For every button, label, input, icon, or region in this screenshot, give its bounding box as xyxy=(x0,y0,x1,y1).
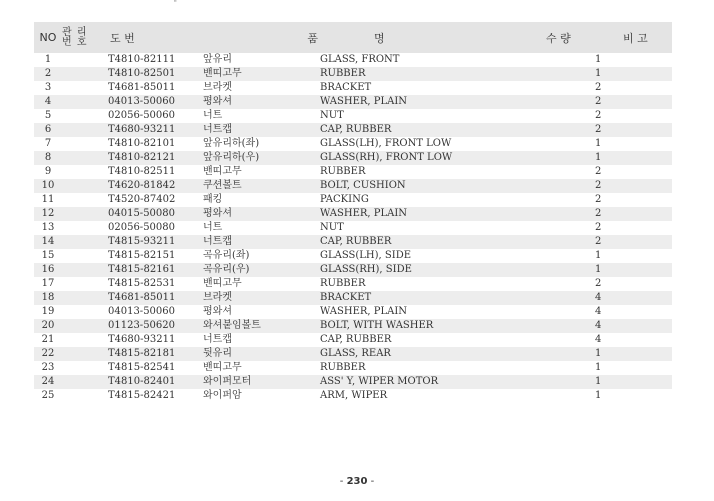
cell-remarks xyxy=(615,95,672,109)
cell-part-no: T4810-82101 xyxy=(108,138,176,149)
cell-name-ko: 곡유리(좌) xyxy=(203,250,250,261)
cell-kanri-no xyxy=(62,375,106,389)
cell-remarks xyxy=(615,137,672,151)
cell-kanri-no xyxy=(62,319,106,333)
cell-kanri-no xyxy=(62,109,106,123)
table-row xyxy=(34,291,672,305)
cell-name-en: BOLT, WITH WASHER xyxy=(318,319,546,333)
cell-qty: 2 xyxy=(595,166,602,177)
table-row xyxy=(34,389,672,403)
cell-name-en: PACKING xyxy=(320,194,369,205)
cell-part-no: T4810-82121 xyxy=(106,151,203,165)
cell-name-en: CAP, RUBBER xyxy=(318,235,546,249)
table-row xyxy=(34,109,672,123)
cell-remarks xyxy=(615,109,672,123)
cell-no: 22 xyxy=(34,347,62,361)
cell-part-no: 01123-50620 xyxy=(106,319,203,333)
cell-qty: 1 xyxy=(595,362,602,373)
cell-name-ko: 쿠션볼트 xyxy=(203,179,318,193)
cell-part-no: T4815-82541 xyxy=(108,362,176,373)
cell-name-en: WASHER, PLAIN xyxy=(318,95,546,109)
cell-kanri-no xyxy=(62,67,106,81)
header-name-ko: 품 xyxy=(203,22,318,53)
cell-remarks xyxy=(615,179,672,193)
page-number-prefix: - xyxy=(339,476,347,487)
cell-name-en: NUT xyxy=(320,110,344,121)
cell-remarks xyxy=(615,81,672,95)
cell-name-en: ARM, WIPER xyxy=(320,390,388,401)
cell-no: 24 xyxy=(34,375,62,389)
cell-name-ko: 평와셔 xyxy=(203,95,318,109)
cell-name-en: RUBBER xyxy=(320,166,366,177)
cell-kanri-no xyxy=(62,291,106,305)
cell-qty: 2 xyxy=(595,82,602,93)
cell-remarks xyxy=(615,291,672,305)
cell-kanri-no xyxy=(62,137,106,151)
cell-name-en: ASS' Y, WIPER MOTOR xyxy=(318,375,546,389)
cell-remarks xyxy=(615,347,672,361)
header-kanri-bottom: 번 호 xyxy=(62,36,88,48)
cell-name-en: BRACKET xyxy=(320,82,372,93)
cell-qty: 1 xyxy=(546,263,615,277)
cell-name-en: RUBBER xyxy=(320,278,366,289)
table-row xyxy=(34,221,672,235)
cell-name-ko: 너트캡 xyxy=(203,123,318,137)
cell-qty: 1 xyxy=(546,375,615,389)
cell-name-en: GLASS(RH), SIDE xyxy=(318,263,546,277)
cell-name-ko: 앞유리하(좌) xyxy=(203,138,260,149)
table-row xyxy=(34,67,672,81)
cell-name-ko: 너트 xyxy=(203,222,223,233)
table-row xyxy=(34,235,672,249)
cell-qty: 2 xyxy=(595,222,602,233)
cell-name-en: NUT xyxy=(320,222,344,233)
table-header-row xyxy=(34,22,672,53)
cell-kanri-no xyxy=(62,53,106,67)
table-row xyxy=(34,333,672,347)
cell-no: 9 xyxy=(44,166,52,177)
cell-kanri-no xyxy=(62,249,106,263)
cell-name-en: RUBBER xyxy=(320,362,366,373)
cell-kanri-no xyxy=(62,95,106,109)
cell-qty: 2 xyxy=(546,207,615,221)
cell-part-no: T4815-82531 xyxy=(108,278,176,289)
cell-no: 3 xyxy=(44,82,52,93)
page-number-suffix: - xyxy=(367,476,375,487)
cell-qty: 2 xyxy=(595,110,602,121)
cell-qty: 1 xyxy=(595,138,602,149)
cell-remarks xyxy=(615,333,672,347)
table-row xyxy=(34,305,672,319)
cell-part-no: 04015-50080 xyxy=(106,207,203,221)
header-no: NO xyxy=(34,22,62,53)
cell-qty: 1 xyxy=(595,250,602,261)
cell-kanri-no xyxy=(62,165,106,179)
cell-part-no: T4815-82161 xyxy=(106,263,203,277)
cell-kanri-no xyxy=(62,389,106,403)
page-top-mark: " xyxy=(174,0,177,7)
cell-no: 13 xyxy=(41,222,55,233)
cell-kanri-no xyxy=(62,179,106,193)
cell-name-en: WASHER, PLAIN xyxy=(320,306,408,317)
table-row xyxy=(34,263,672,277)
cell-part-no: T4815-82151 xyxy=(108,250,176,261)
cell-remarks xyxy=(615,249,672,263)
cell-part-no: T4815-82181 xyxy=(106,347,203,361)
cell-name-en: GLASS(LH), SIDE xyxy=(320,250,412,261)
table-row xyxy=(34,193,672,207)
cell-name-ko: 브라켓 xyxy=(203,82,232,93)
cell-qty: 2 xyxy=(546,179,615,193)
cell-kanri-no xyxy=(62,305,106,319)
cell-kanri-no xyxy=(62,361,106,375)
header-kanri-top: 관 리 xyxy=(62,26,88,38)
cell-remarks xyxy=(615,123,672,137)
cell-kanri-no xyxy=(62,333,106,347)
cell-name-ko: 너트 xyxy=(203,110,223,121)
cell-no: 7 xyxy=(44,138,52,149)
cell-kanri-no xyxy=(62,123,106,137)
header-qty: 수 량 xyxy=(546,22,615,53)
cell-kanri-no xyxy=(62,263,106,277)
cell-name-ko: 밴띠고무 xyxy=(203,278,242,289)
cell-part-no: T4815-93211 xyxy=(106,235,203,249)
cell-no: 21 xyxy=(41,334,55,345)
cell-kanri-no xyxy=(62,235,106,249)
cell-name-ko: 밴띠고무 xyxy=(203,362,242,373)
cell-remarks xyxy=(615,53,672,67)
parts-list-table xyxy=(34,22,672,403)
cell-part-no: T4681-85011 xyxy=(106,291,203,305)
cell-name-ko: 밴띠고무 xyxy=(203,67,318,81)
cell-no: 6 xyxy=(34,123,62,137)
table-row xyxy=(34,53,672,67)
cell-name-ko: 와셔붙임볼트 xyxy=(203,319,318,333)
cell-name-ko: 앞유리하(우) xyxy=(203,151,318,165)
cell-name-ko: 앞유리 xyxy=(203,54,232,65)
cell-remarks xyxy=(615,193,672,207)
cell-no: 12 xyxy=(34,207,62,221)
cell-name-en: GLASS(RH), FRONT LOW xyxy=(318,151,546,165)
cell-name-ko: 패킹 xyxy=(203,194,223,205)
cell-name-en: GLASS(LH), FRONT LOW xyxy=(320,138,452,149)
cell-part-no: T4620-81842 xyxy=(106,179,203,193)
cell-name-ko: 와이퍼모터 xyxy=(203,375,318,389)
cell-qty: 2 xyxy=(546,123,615,137)
cell-name-ko: 브라켓 xyxy=(203,291,318,305)
table-row xyxy=(34,95,672,109)
cell-no: 25 xyxy=(41,390,55,401)
cell-part-no: T4810-82401 xyxy=(106,375,203,389)
cell-part-no: T4680-93211 xyxy=(108,334,176,345)
cell-part-no: T4680-93211 xyxy=(106,123,203,137)
cell-part-no: T4810-82511 xyxy=(108,166,176,177)
cell-qty: 1 xyxy=(595,54,602,65)
cell-remarks xyxy=(615,263,672,277)
cell-no: 4 xyxy=(34,95,62,109)
cell-name-ko: 평와셔 xyxy=(203,207,318,221)
table-row xyxy=(34,123,672,137)
cell-no: 5 xyxy=(44,110,52,121)
cell-qty: 2 xyxy=(595,194,602,205)
cell-name-en: CAP, RUBBER xyxy=(320,334,392,345)
cell-kanri-no xyxy=(62,81,106,95)
cell-remarks xyxy=(615,235,672,249)
table-row xyxy=(34,361,672,375)
cell-remarks xyxy=(615,221,672,235)
cell-name-ko: 밴띠고무 xyxy=(203,166,242,177)
table-row xyxy=(34,137,672,151)
parts-table-body xyxy=(34,53,672,403)
table-row xyxy=(34,347,672,361)
table-row xyxy=(34,207,672,221)
cell-part-no: 04013-50060 xyxy=(106,95,203,109)
cell-remarks xyxy=(615,375,672,389)
cell-kanri-no xyxy=(62,221,106,235)
cell-no: 1 xyxy=(44,54,52,65)
cell-name-en: BRACKET xyxy=(318,291,546,305)
cell-qty: 1 xyxy=(546,67,615,81)
cell-name-ko: 와이퍼암 xyxy=(203,390,242,401)
cell-kanri-no xyxy=(62,347,106,361)
cell-qty: 4 xyxy=(595,306,602,317)
page-number xyxy=(0,476,714,487)
cell-qty: 4 xyxy=(595,334,602,345)
cell-no: 16 xyxy=(34,263,62,277)
cell-remarks xyxy=(615,389,672,403)
cell-part-no: T4520-87402 xyxy=(108,194,176,205)
cell-part-no: T4810-82501 xyxy=(106,67,203,81)
cell-no: 11 xyxy=(41,194,55,205)
cell-qty: 1 xyxy=(546,151,615,165)
cell-name-en: BOLT, CUSHION xyxy=(318,179,546,193)
table-row xyxy=(34,249,672,263)
cell-name-ko: 곡유리(우) xyxy=(203,263,318,277)
cell-name-en: RUBBER xyxy=(318,67,546,81)
cell-no: 10 xyxy=(34,179,62,193)
table-row xyxy=(34,81,672,95)
cell-kanri-no xyxy=(62,151,106,165)
cell-part-no: T4810-82111 xyxy=(108,54,176,65)
cell-kanri-no xyxy=(62,207,106,221)
header-kanri-no xyxy=(62,22,106,53)
cell-remarks xyxy=(615,361,672,375)
cell-qty: 2 xyxy=(595,278,602,289)
cell-part-no: T4681-85011 xyxy=(108,82,176,93)
cell-kanri-no xyxy=(62,277,106,291)
cell-remarks xyxy=(615,165,672,179)
cell-part-no: 02056-50080 xyxy=(108,222,176,233)
cell-no: 23 xyxy=(41,362,55,373)
header-drawing-no: 도 번 xyxy=(106,22,203,53)
cell-name-ko: 평와셔 xyxy=(203,306,232,317)
table-row xyxy=(34,151,672,165)
cell-qty: 4 xyxy=(546,291,615,305)
cell-remarks xyxy=(615,151,672,165)
cell-no: 2 xyxy=(34,67,62,81)
cell-no: 19 xyxy=(41,306,55,317)
cell-name-en: GLASS, REAR xyxy=(318,347,546,361)
cell-name-en: GLASS, FRONT xyxy=(320,54,400,65)
cell-remarks xyxy=(615,207,672,221)
cell-kanri-no xyxy=(62,193,106,207)
cell-qty: 1 xyxy=(595,390,602,401)
cell-name-ko: 뒷유리 xyxy=(203,347,318,361)
table-row xyxy=(34,277,672,291)
cell-remarks xyxy=(615,305,672,319)
table-row xyxy=(34,375,672,389)
table-row xyxy=(34,319,672,333)
page-number-value: 230 xyxy=(346,476,368,487)
cell-qty: 4 xyxy=(546,319,615,333)
cell-name-ko: 너트캡 xyxy=(203,334,232,345)
cell-name-en: WASHER, PLAIN xyxy=(318,207,546,221)
cell-remarks xyxy=(615,319,672,333)
cell-no: 20 xyxy=(34,319,62,333)
cell-part-no: 02056-50060 xyxy=(108,110,176,121)
cell-no: 14 xyxy=(34,235,62,249)
cell-qty: 2 xyxy=(546,95,615,109)
cell-part-no: 04013-50060 xyxy=(108,306,176,317)
cell-remarks xyxy=(615,67,672,81)
cell-no: 18 xyxy=(34,291,62,305)
cell-qty: 1 xyxy=(546,347,615,361)
cell-name-en: CAP, RUBBER xyxy=(318,123,546,137)
cell-name-ko: 너트캡 xyxy=(203,235,318,249)
cell-remarks xyxy=(615,277,672,291)
table-row xyxy=(34,179,672,193)
cell-qty: 2 xyxy=(546,235,615,249)
header-name-en: 명 xyxy=(318,22,546,53)
header-kanri-label xyxy=(62,28,88,48)
header-remarks: 비 고 xyxy=(615,22,672,53)
cell-part-no: T4815-82421 xyxy=(108,390,176,401)
cell-no: 15 xyxy=(41,250,55,261)
cell-no: 8 xyxy=(34,151,62,165)
cell-no: 17 xyxy=(41,278,55,289)
table-row xyxy=(34,165,672,179)
